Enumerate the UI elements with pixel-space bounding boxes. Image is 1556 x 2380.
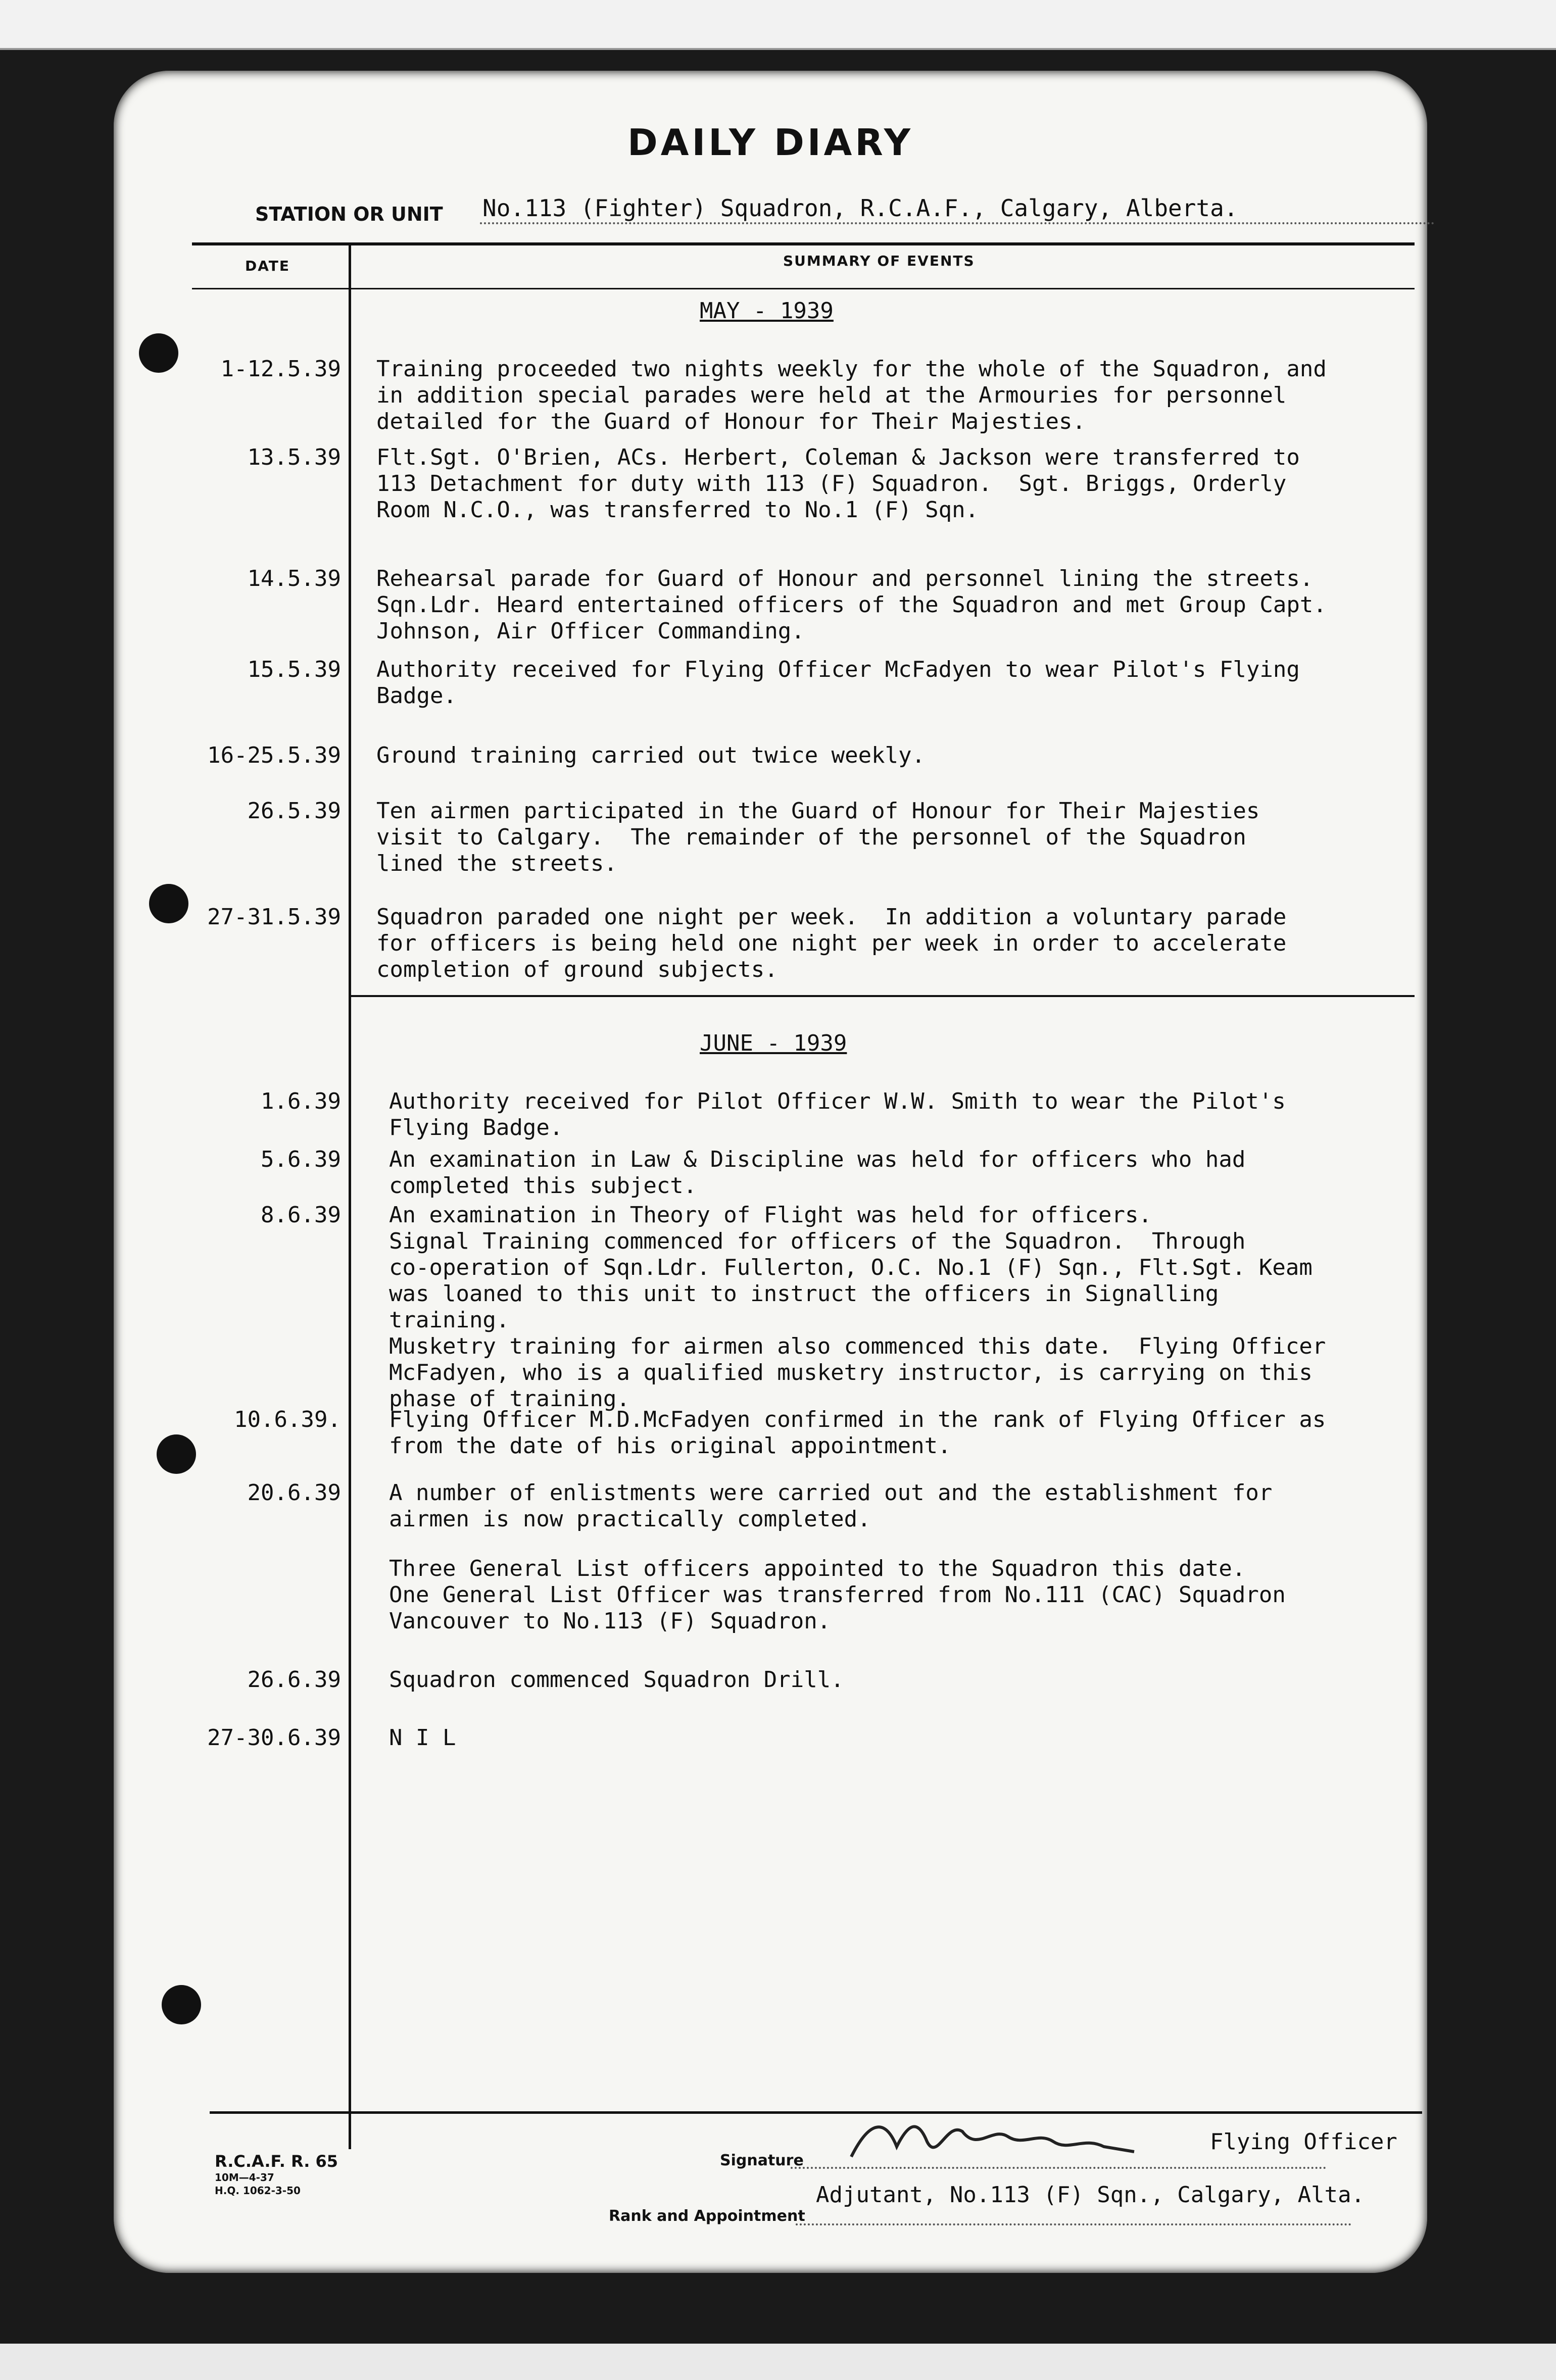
signature-label: Signature (720, 2152, 804, 2169)
date-column-divider (349, 245, 351, 2149)
entry-text: An examination in Theory of Flight was held for officers. Signal Training commenced for officers of the Squadron. Through co-operation of Sqn.Ldr. Fullerton, O.C. No.1 (F) Sqn., Flt.Sgt. Keam was loaned to this unit to instruct the officers in Signalling training. Musketry training for airmen also commenced this date. Flying Officer McFadyen, who is a qualified musketry instructor, is carrying on this phase of training. (389, 1202, 1326, 1412)
entry-text: Flying Officer M.D.McFadyen confirmed in the rank of Flying Officer as from the date of his original appointment. (389, 1407, 1326, 1459)
entry-text: Three General List officers appointed to the Squadron this date. One General List Officer was transferred from No.111 (CAC) Squadron Vancouver to No.113 (F) Squadron. (389, 1556, 1286, 1634)
entry-date: 15.5.39 (247, 657, 341, 682)
entry-text: Rehearsal parade for Guard of Honour and personnel lining the streets. Sqn.Ldr. Heard entertained officers of the Squadron and met Group Capt. Johnson, Air Officer Commanding. (376, 566, 1327, 644)
entry-date: 5.6.39 (261, 1147, 341, 1172)
form-title: DAILY DIARY (627, 121, 914, 164)
entry-date: 8.6.39 (261, 1202, 341, 1228)
form-number-line1: R.C.A.F. R. 65 (215, 2152, 338, 2171)
diary-sheet (114, 71, 1427, 2273)
punch-hole (157, 1434, 196, 1474)
date-column-header: DATE (245, 258, 290, 274)
month-heading: MAY - 1939 (700, 298, 834, 324)
rank-value: Adjutant, No.113 (F) Sqn., Calgary, Alta. (816, 2182, 1365, 2208)
rank-label: Rank and Appointment (609, 2207, 805, 2225)
scan-bottom-margin (0, 2344, 1556, 2380)
entry-date: 20.6.39 (247, 1480, 341, 1506)
entry-date: 1.6.39 (261, 1088, 341, 1114)
scan-top-margin (0, 0, 1556, 50)
entry-text: Ground training carried out twice weekly. (376, 742, 926, 768)
month-heading: JUNE - 1939 (700, 1030, 847, 1056)
entry-date: 27-31.5.39 (207, 904, 341, 930)
footer-rule (210, 2111, 1422, 2114)
entry-text: Squadron paraded one night per week. In addition a voluntary parade for officers is being held one night per week in order to accelerate completion of ground subjects. (376, 904, 1287, 982)
column-header-rule (192, 288, 1415, 289)
handwritten-signature (841, 2106, 1144, 2172)
station-label: STATION OR UNIT (255, 203, 443, 225)
entry-text: Flt.Sgt. O'Brien, ACs. Herbert, Coleman & Jackson were transferred to 113 Detachment for duty with 113 (F) Squadron. Sgt. Briggs, Orderly Room N.C.O., was transferred to No.1 (F) Sqn. (376, 444, 1300, 523)
entry-date: 1-12.5.39 (220, 356, 341, 382)
header-rule (192, 242, 1415, 245)
entry-text: Authority received for Pilot Officer W.W. Smith to wear the Pilot's Flying Badge. (389, 1088, 1286, 1141)
entry-date: 26.6.39 (247, 1667, 341, 1693)
entry-date: 14.5.39 (247, 566, 341, 591)
form-number (215, 2152, 338, 2197)
entry-text: Squadron commenced Squadron Drill. (389, 1667, 844, 1693)
punch-hole (162, 1985, 201, 2024)
signature-rank: Flying Officer (1210, 2129, 1397, 2155)
month-divider (349, 995, 1415, 997)
entry-date: 10.6.39. (234, 1407, 341, 1432)
entry-text: Ten airmen participated in the Guard of Honour for Their Majesties visit to Calgary. The remainder of the personnel of the Squadron lined the streets. (376, 798, 1260, 876)
form-number-line2: 10M—4-37 (215, 2171, 274, 2184)
entry-text: Training proceeded two nights weekly for the whole of the Squadron, and in addition special parades were held at the Armouries for personnel detailed for the Guard of Honour for Their Majesties. (376, 356, 1327, 434)
entry-date: 27-30.6.39 (207, 1725, 341, 1751)
station-value: No.113 (Fighter) Squadron, R.C.A.F., Calgary, Alberta. (482, 194, 1238, 222)
entry-text: N I L (389, 1725, 456, 1751)
entry-text: Authority received for Flying Officer McFadyen to wear Pilot's Flying Badge. (376, 657, 1300, 709)
form-number-line3: H.Q. 1062-3-50 (215, 2185, 301, 2197)
summary-column-header: SUMMARY OF EVENTS (783, 253, 975, 269)
entry-date: 26.5.39 (247, 798, 341, 824)
entry-date: 16-25.5.39 (207, 742, 341, 768)
rank-dotted-line (796, 2223, 1351, 2225)
entry-date: 13.5.39 (247, 444, 341, 470)
entry-text: A number of enlistments were carried out and the establishment for airmen is now practically completed. (389, 1480, 1273, 1532)
entry-text: An examination in Law & Discipline was held for officers who had completed this subject. (389, 1147, 1246, 1199)
station-dotted-line (480, 222, 1435, 224)
